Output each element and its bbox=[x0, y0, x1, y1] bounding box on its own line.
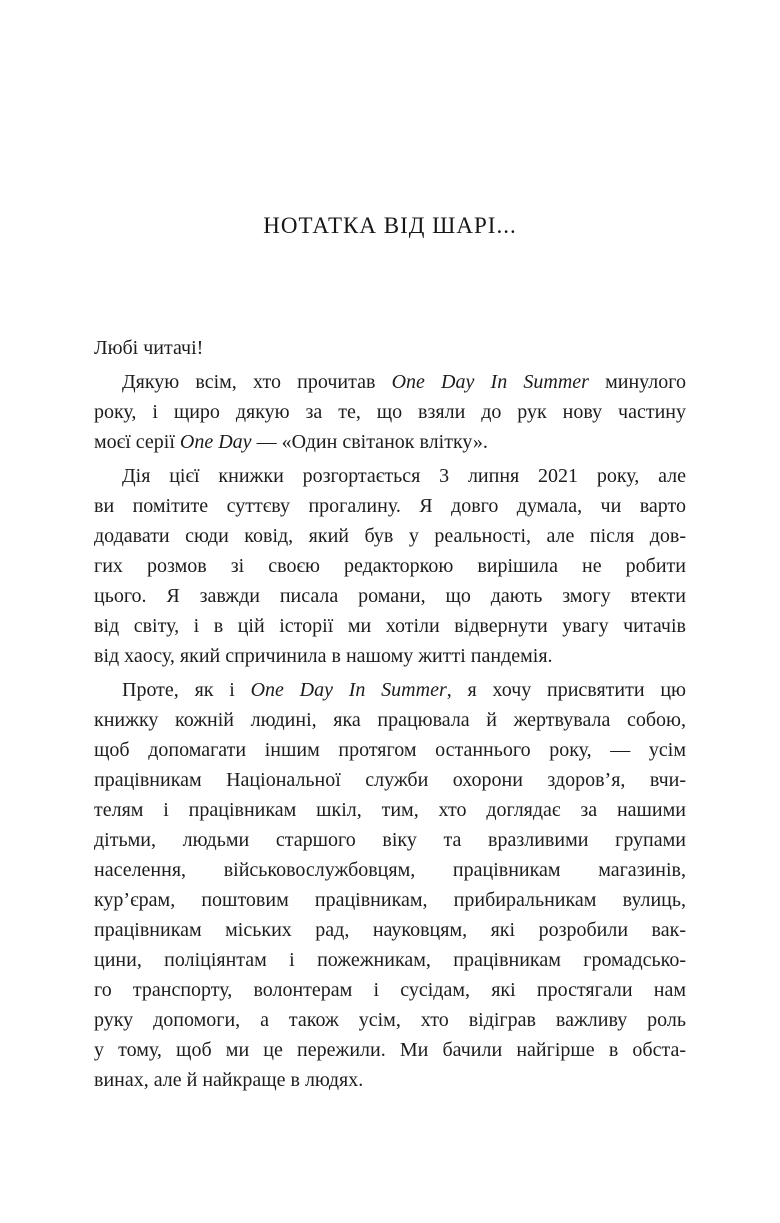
text-line bbox=[94, 581, 686, 611]
italic-text-segment: One Day In Summer bbox=[391, 371, 589, 393]
text-segment: додавати сюди ковід, який був у реальності, але після дов- bbox=[94, 525, 686, 547]
text-line bbox=[94, 641, 686, 671]
text-segment: у тому, щоб ми це пережили. Ми бачили найгірше в обста- bbox=[94, 1039, 686, 1061]
text-line bbox=[94, 333, 686, 363]
text-line bbox=[94, 735, 686, 765]
text-segment: дітьми, людьми старшого віку та вразливими групами bbox=[94, 829, 686, 851]
text-line bbox=[94, 1005, 686, 1035]
text-line bbox=[94, 765, 686, 795]
text-line bbox=[94, 521, 686, 551]
text-segment: — «Один світанок влітку». bbox=[251, 431, 488, 453]
text-segment: Проте, як і bbox=[122, 679, 251, 701]
text-segment: минулого bbox=[588, 371, 686, 393]
text-segment: моєї серії bbox=[94, 431, 180, 453]
text-segment: Дія цієї книжки розгортається 3 липня 2021 року, але bbox=[122, 465, 686, 487]
text-segment: цини, поліціянтам і пожежникам, працівникам громадсько- bbox=[94, 949, 686, 971]
text-segment: року, і щиро дякую за те, що взяли до рук нову частину bbox=[94, 401, 686, 423]
text-segment: го транспорту, волонтерам і сусідам, які простягали нам bbox=[94, 979, 686, 1001]
text-line bbox=[94, 795, 686, 825]
text-line bbox=[94, 705, 686, 735]
text-line bbox=[94, 825, 686, 855]
text-segment: Любі читачі! bbox=[94, 337, 204, 359]
text-segment: працівникам міських рад, науковцям, які розробили вак- bbox=[94, 919, 686, 941]
text-segment: телям і працівникам шкіл, тим, хто доглядає за нашими bbox=[94, 799, 686, 821]
italic-text-segment: One Day In Summer bbox=[250, 679, 447, 701]
text-line bbox=[94, 461, 686, 491]
italic-text-segment: One Day bbox=[179, 431, 252, 453]
text-segment: руку допомоги, а також усім, хто відіграв важливу роль bbox=[94, 1009, 686, 1031]
text-segment: населення, військовослужбовцям, працівникам магазинів, bbox=[94, 859, 686, 881]
text-segment: ви помітите суттєву прогалину. Я довго думала, чи варто bbox=[94, 495, 686, 517]
text-segment: кур’єрам, поштовим працівникам, прибиральникам вулиць, bbox=[94, 889, 686, 911]
text-segment: , я хочу присвятити цю bbox=[446, 679, 686, 701]
text-segment: від світу, і в цій історії ми хотіли відвернути увагу читачів bbox=[94, 615, 686, 637]
text-segment: від хаосу, який спричинила в нашому житті пандемія. bbox=[94, 645, 553, 667]
text-line bbox=[94, 427, 686, 457]
text-segment: працівникам Національної служби охорони здоров’я, вчи- bbox=[94, 769, 686, 791]
paragraph bbox=[94, 367, 686, 457]
text-segment: щоб допомагати іншим протягом останнього року, — усім bbox=[94, 739, 686, 761]
text-line bbox=[94, 675, 686, 705]
text-segment: книжку кожній людині, яка працювала й жертвувала собою, bbox=[94, 709, 686, 731]
text-line bbox=[94, 367, 686, 397]
text-line bbox=[94, 855, 686, 885]
text-line bbox=[94, 915, 686, 945]
text-line bbox=[94, 491, 686, 521]
page-title: НОТАТКА ВІД ШАРІ... bbox=[263, 213, 517, 238]
paragraph bbox=[94, 675, 686, 1095]
body-text bbox=[94, 333, 686, 1095]
text-line bbox=[94, 551, 686, 581]
text-line bbox=[94, 1065, 686, 1095]
text-line bbox=[94, 945, 686, 975]
text-segment: Дякую всім, хто прочитав bbox=[122, 371, 392, 393]
text-line bbox=[94, 397, 686, 427]
paragraph bbox=[94, 461, 686, 671]
text-segment: цього. Я завжди писала романи, що дають змогу втекти bbox=[94, 585, 686, 607]
text-line bbox=[94, 1035, 686, 1065]
text-segment: гих розмов зі своєю редакторкою вирішила не робити bbox=[94, 555, 686, 577]
text-line bbox=[94, 975, 686, 1005]
paragraph bbox=[94, 333, 686, 363]
text-segment: винах, але й найкраще в людях. bbox=[94, 1069, 364, 1091]
text-line bbox=[94, 885, 686, 915]
text-line bbox=[94, 611, 686, 641]
